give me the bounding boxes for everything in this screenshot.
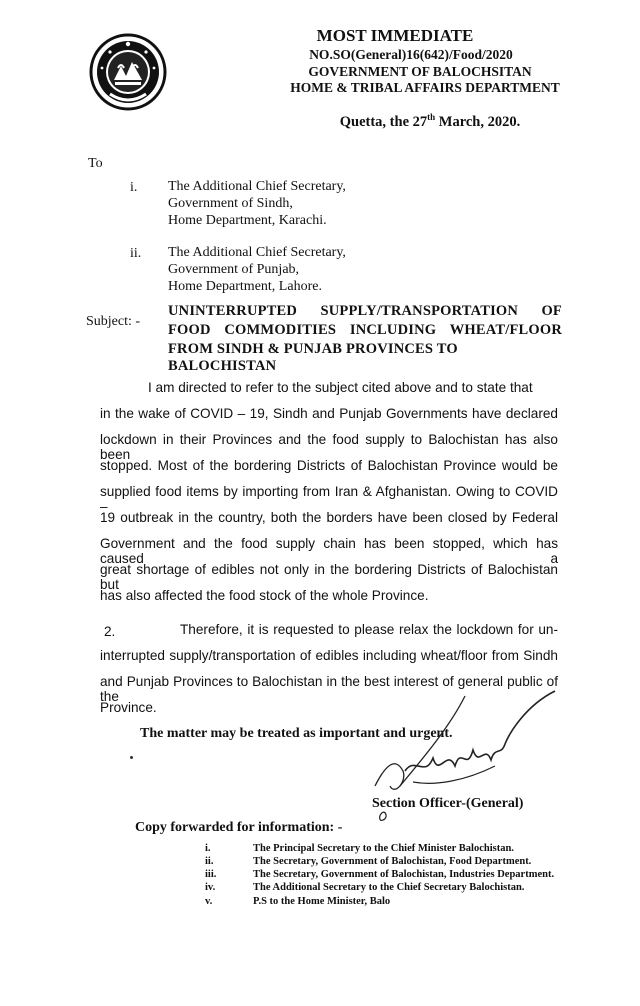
paragraph-line: in the wake of COVID – 19, Sindh and Punjab Governments have declared	[100, 406, 558, 421]
paragraph-line: Province.	[100, 700, 157, 715]
paragraph-line: has also affected the food stock of the whole Province.	[100, 588, 429, 603]
cc-item: The Additional Secretary to the Chief Secretary Balochistan.	[253, 882, 525, 893]
paragraph-line: Therefore, it is requested to please relax the lockdown for un-	[180, 622, 558, 637]
closing-statement: The matter may be treated as important and urgent.	[140, 726, 453, 741]
addressee-line: Home Department, Lahore.	[168, 279, 322, 294]
department-name: HOME & TRIBAL AFFAIRS DEPARTMENT	[290, 80, 560, 95]
paragraph-line: stopped. Most of the bordering Districts of Balochistan Province would be	[100, 458, 558, 473]
subject-line: UNINTERRUPTED SUPPLY/TRANSPORTATION OF	[168, 303, 562, 319]
addressee-block	[168, 178, 346, 229]
addressee-number: i.	[130, 180, 138, 195]
paragraph-line: 19 outbreak in the country, both the borders have been closed by Federal	[100, 510, 558, 525]
cc-number: iv.	[205, 882, 216, 893]
addressee-block	[168, 244, 346, 295]
letter-date: Quetta, the 27th March, 2020.	[339, 112, 521, 130]
reference-number: NO.SO(General)16(642)/Food/2020	[309, 47, 513, 62]
paragraph-line: interrupted supply/transportation of edibles including wheat/floor from Sindh	[100, 648, 558, 663]
addressee-line: The Additional Chief Secretary,	[168, 179, 346, 194]
paragraph-line: supplied food items by importing from Iran & Afghanistan. Owing to COVID –	[100, 484, 558, 514]
government-name: GOVERNMENT OF BALOCHSITAN	[308, 64, 532, 79]
paragraph-line: great shortage of edibles not only in the bordering Districts of Balochistan but	[100, 562, 558, 592]
subject-line: FROM SINDH & PUNJAB PROVINCES TO BALOCHISTAN	[168, 341, 458, 374]
to-label: To	[88, 156, 103, 171]
paragraph-number: 2.	[104, 624, 116, 639]
cc-item: The Secretary, Government of Balochistan, Food Department.	[253, 856, 532, 867]
subject-line: FOOD COMMODITIES INCLUDING WHEAT/FLOOR	[168, 322, 562, 338]
copy-forwarded-heading: Copy forwarded for information: -	[135, 820, 343, 835]
cc-number: i.	[205, 843, 211, 854]
balochistan-emblem-icon	[88, 32, 168, 112]
paragraph-line: lockdown in their Provinces and the food supply to Balochistan has also been	[100, 432, 558, 462]
subject-label: Subject: -	[86, 314, 141, 329]
paragraph-line: and Punjab Provinces to Balochistan in the best interest of general public of the	[100, 674, 558, 704]
addressee-line: The Additional Chief Secretary,	[168, 245, 346, 260]
addressee-line: Government of Sindh,	[168, 196, 293, 211]
addressee-number: ii.	[130, 246, 142, 261]
cc-item: The Principal Secretary to the Chief Minister Balochistan.	[253, 843, 514, 854]
cc-number: ii.	[205, 856, 214, 867]
paragraph-line: I am directed to refer to the subject cited above and to state that	[148, 380, 533, 395]
paragraph-line: Government and the food supply chain has been stopped, which has caused a	[100, 536, 558, 566]
cc-number: v.	[205, 896, 213, 907]
cc-number: iii.	[205, 869, 217, 880]
urgency-heading: MOST IMMEDIATE	[316, 26, 474, 45]
signatory-title: Section Officer-(General)	[372, 796, 524, 811]
cc-item: P.S to the Home Minister, Balo	[253, 896, 391, 907]
cc-item: The Secretary, Government of Balochistan, Industries Department.	[253, 869, 555, 880]
addressee-line: Government of Punjab,	[168, 262, 300, 277]
ink-dot	[130, 756, 133, 759]
addressee-line: Home Department, Karachi.	[168, 213, 327, 228]
